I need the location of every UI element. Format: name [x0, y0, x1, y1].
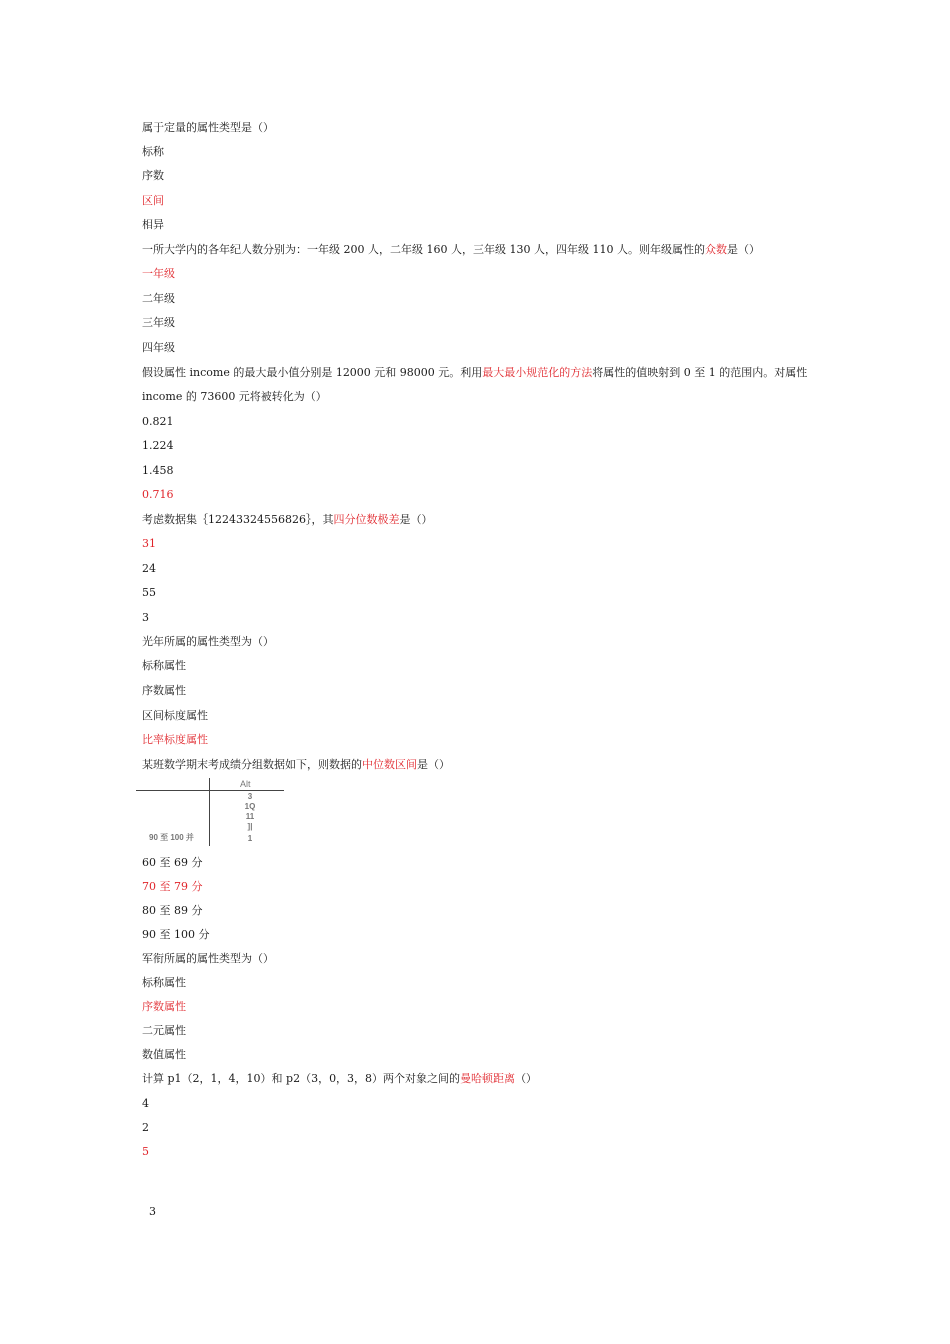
text-line: 80 至 89 分	[142, 904, 203, 917]
text-line	[142, 758, 450, 772]
text-line: 相异	[142, 218, 164, 231]
text-line	[142, 366, 807, 380]
text-line: 1.224	[142, 439, 174, 452]
highlighted-term: 曼哈顿距离	[460, 1072, 516, 1085]
table-value: ]|	[247, 822, 253, 831]
answer-line: 区间	[142, 194, 164, 207]
page-number: 3	[149, 1205, 156, 1218]
text-line: 24	[142, 562, 156, 575]
answer-line: 序数属性	[142, 1000, 186, 1013]
text-line: income 的 73600 元将被转化为（）	[142, 390, 327, 403]
text-line: 数值属性	[142, 1048, 186, 1061]
text-line: 二元属性	[142, 1024, 186, 1037]
text-line	[142, 513, 432, 527]
table-value: 1	[247, 834, 253, 843]
text-line: 序数属性	[142, 684, 186, 697]
text-line: 二年级	[142, 292, 175, 305]
line-text: 一所大学内的各年纪人数分别为：一年级 200 人，二年级 160 人，三年级 130 人，四年级 110 人。则年级属性的	[142, 243, 705, 256]
text-line: 0.821	[142, 415, 174, 428]
highlighted-term: 最大最小规范化的方法	[482, 366, 593, 379]
text-line: 2	[142, 1121, 149, 1134]
text-line: 三年级	[142, 316, 175, 329]
table-header: Alt	[240, 779, 251, 789]
answer-line: 一年级	[142, 267, 175, 280]
line-text: 是（）	[726, 243, 760, 256]
text-line: 3	[142, 611, 149, 624]
text-line: 序数	[142, 169, 164, 182]
text-line: 军衔所属的属性类型为（）	[142, 952, 274, 965]
text-line: 4	[142, 1097, 149, 1110]
line-text: 假设属性 income 的最大最小值分别是 12000 元和 98000 元。利用	[142, 366, 483, 379]
table-value: 1Q	[244, 802, 256, 811]
answer-line: 70 至 79 分	[142, 880, 203, 893]
text-line: 标称	[142, 145, 164, 158]
text-line	[142, 1072, 537, 1086]
table-rule-horizontal	[136, 790, 284, 791]
text-line: 55	[142, 586, 156, 599]
highlighted-term: 中位数区间	[362, 758, 417, 771]
line-text: 是（）	[417, 758, 450, 771]
text-line: 光年所属的属性类型为（）	[142, 635, 274, 648]
text-line: 四年级	[142, 341, 175, 354]
line-text: 某班数学期末考成绩分组数据如下，则数据的	[142, 758, 362, 771]
text-line: 区间标度属性	[142, 709, 208, 722]
answer-line: 比率标度属性	[142, 733, 208, 746]
text-line: 60 至 69 分	[142, 856, 203, 869]
answer-line: 31	[142, 537, 156, 550]
line-text: （）	[515, 1072, 538, 1085]
text-line: 1.458	[142, 464, 174, 477]
text-line: 90 至 100 分	[142, 928, 210, 941]
table-value: 3	[247, 792, 253, 801]
table-row-label: 90 至 100 并	[149, 833, 194, 842]
text-line: 属于定量的属性类型是（）	[142, 121, 274, 134]
highlighted-term: 四分位数极差	[333, 513, 400, 526]
text-line: 标称属性	[142, 976, 186, 989]
grade-table-figure	[136, 778, 286, 850]
text-line: 标称属性	[142, 659, 186, 672]
text-line	[142, 243, 760, 257]
answer-line: 0.716	[142, 488, 174, 501]
answer-line: 5	[142, 1145, 149, 1158]
line-text: 考虑数据集｛12243324556826｝，其	[142, 513, 334, 526]
table-value: 11	[245, 812, 255, 821]
highlighted-term: 众数	[704, 243, 727, 256]
line-text: 将属性的值映射到 0 至 1 的范围内。对属性	[592, 366, 808, 379]
line-text: 计算 p1（2，1，4，10）和 p2（3，0，3，8）两个对象之间的	[142, 1072, 461, 1085]
table-rule-vertical	[209, 778, 210, 846]
line-text: 是（）	[399, 513, 433, 526]
